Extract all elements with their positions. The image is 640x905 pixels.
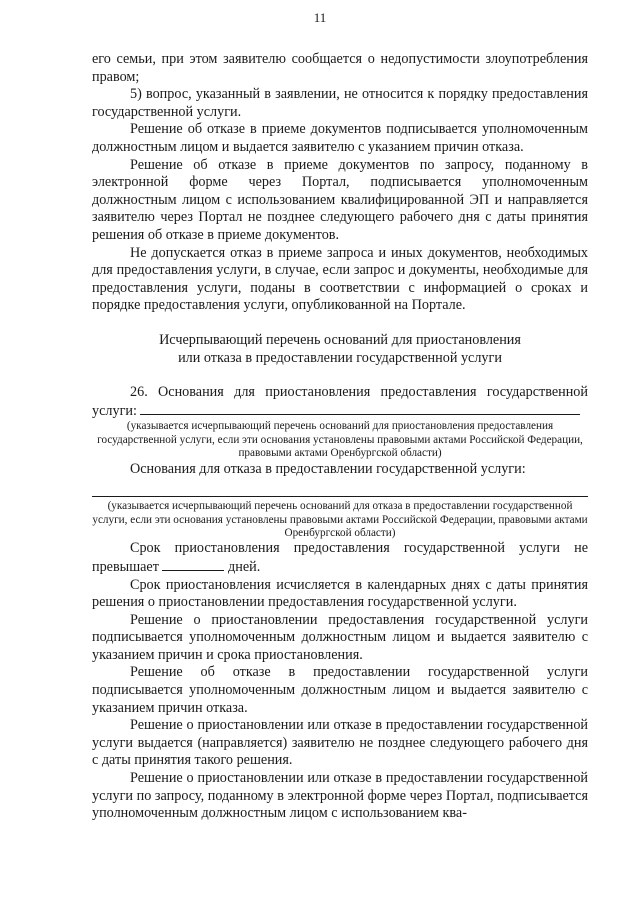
paragraph: Решение о приостановлении или отказе в предоставлении государственной услуги выдается (направляется) заявителю не позднее следующего рабочего дня с даты принятия такого решения. <box>92 717 588 769</box>
footnote-note: (указывается исчерпывающий перечень оснований для приостановления предоставления государственной услуги, если эти основания установлены правовыми актами Российской Федерации, правовыми актами Оренбургской области) <box>97 420 583 460</box>
paragraph: Решение о приостановлении или отказе в предоставлении государственной услуги по запросу, поданному в электронной форме через Портал, подписывается уполномоченным должностным лицом с использованием ква- <box>92 770 588 822</box>
page-number: 11 <box>313 10 327 25</box>
refusal-grounds: Основания для отказа в предоставлении государственной услуги: <box>130 460 526 477</box>
paragraph: Не допускается отказ в приеме запроса и иных документов, необходимых для предоставления услуги, в случае, если запрос и документы, необходимые для предоставления услуги, поданы в соответствии с информацией о сроках и порядке предоставления услуги, опубликованной на Портале. <box>92 244 588 314</box>
section-heading-line: Исчерпывающий перечень оснований для приостановления <box>159 331 521 348</box>
blank-days <box>162 558 224 571</box>
blank-line <box>140 402 580 415</box>
item-26 <box>92 384 588 420</box>
section-heading <box>92 332 588 367</box>
paragraph: Решение об отказе в приеме документов подписывается уполномоченным должностным лицом и выдается заявителю с указанием причин отказа. <box>92 121 588 155</box>
paragraph: 5) вопрос, указанный в заявлении, не относится к порядку предоставления государственной услуги. <box>92 86 588 120</box>
paragraph: его семьи, при этом заявителю сообщается о недопустимости злоупотребления правом; <box>92 51 588 85</box>
paragraph: Решение об отказе в приеме документов по запросу, поданному в электронной форме через Портал, подписывается уполномоченным должностным лицом с использованием квалифицированной ЭП и направляется заявителю через Портал не позднее следующего рабочего дня с даты принятия решения об отказе в приеме документов. <box>92 156 588 243</box>
footnote-note: (указывается исчерпывающий перечень оснований для отказа в предоставлении государственной услуги, если эти основания установлены правовыми актами Российской Федерации, правовыми актами Оренбургской области) <box>92 500 588 539</box>
section-heading-line: или отказа в предоставлении государственной услуги <box>178 349 502 366</box>
paragraph: Срок приостановления исчисляется в календарных днях с даты принятия решения о приостановлении предоставления государственной услуги. <box>92 576 588 611</box>
suspension-term: Срок приостановления предоставления государственной услуги не превышает дней. <box>92 540 588 575</box>
item-26-text: 26. Основания для приостановления предоставления государственной услуги: <box>92 384 588 419</box>
document-body <box>92 51 588 823</box>
paragraph: Решение о приостановлении предоставления государственной услуги подписывается уполномоченным должностным лицом и выдается заявителю с указанием причин и срока приостановления. <box>92 611 588 663</box>
paragraph: Решение об отказе в предоставлении государственной услуги подписывается уполномоченным должностным лицом и выдается заявителю с указанием причин отказа. <box>92 664 588 716</box>
blank-line <box>92 480 588 497</box>
